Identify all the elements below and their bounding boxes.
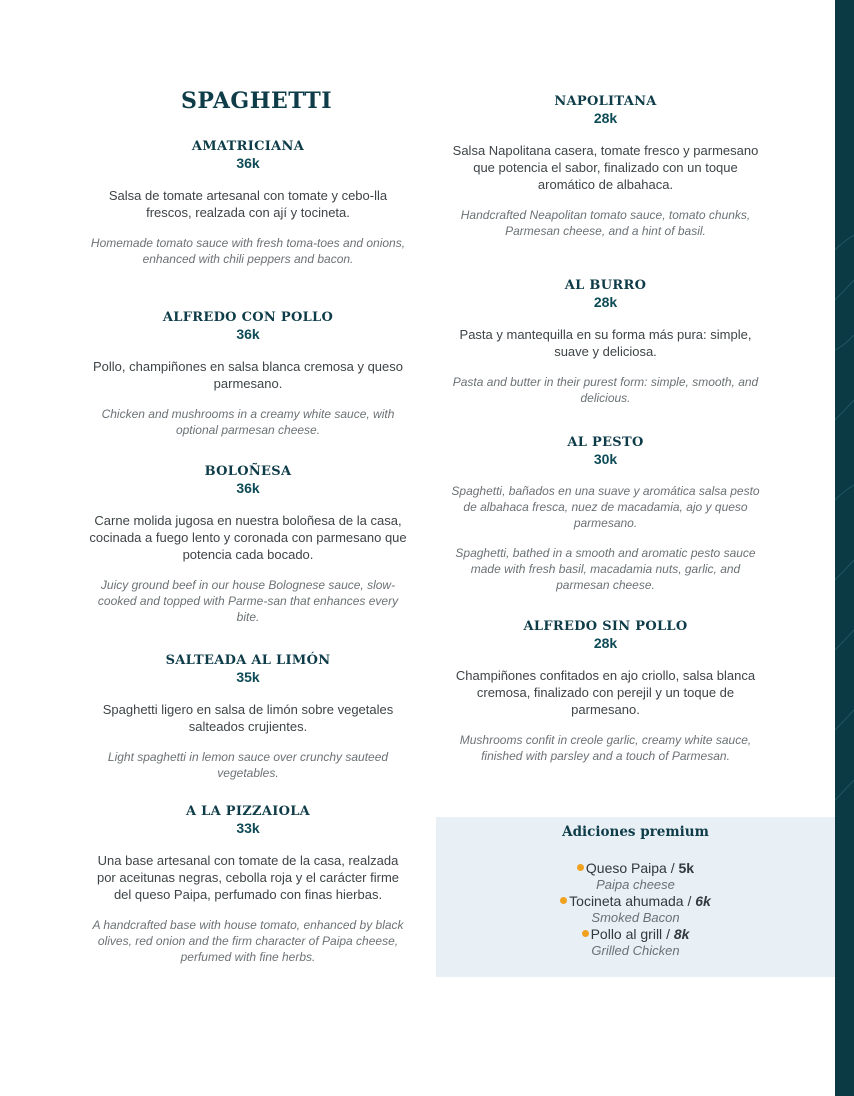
item-description-es: Salsa Napolitana casera, tomate fresco y parmesano que potencia el sabor, finalizado con un toque aromático de albahaca. <box>452 143 759 192</box>
menu-item-a-la-pizzaiola <box>89 803 407 965</box>
item-description-es: Carne molida jugosa en nuestra boloñesa de la casa, cocinada a fuego lento y coronada con parmesano que potencia cada bocado. <box>89 513 407 562</box>
item-name: A LA PIZZAIOLA <box>185 804 311 819</box>
item-description-en: Chicken and mushrooms in a creamy white sauce, with optional parmesan cheese. <box>101 407 395 437</box>
menu-item-alfredo-sin-pollo <box>448 618 763 764</box>
item-name: NAPOLITANA <box>554 94 657 109</box>
item-description-en: Homemade tomato sauce with fresh toma-toes and onions, enhanced with chili peppers and bacon. <box>90 236 406 266</box>
addon-separator: / <box>666 926 670 942</box>
item-price: 28k <box>593 110 618 126</box>
section-title: SPAGHETTI <box>181 88 332 114</box>
addon-item <box>436 926 835 959</box>
item-description-en: Pasta and butter in their purest form: simple, smooth, and delicious. <box>452 375 759 405</box>
item-description-en: Handcrafted Neapolitan tomato sauce, tomato chunks, Parmesan cheese, and a hint of basil. <box>460 208 751 238</box>
addon-name: Tocineta ahumada <box>569 893 684 909</box>
item-description-en: Light spaghetti in lemon sauce over crunchy sauteed vegetables. <box>107 750 389 780</box>
item-price: 28k <box>593 635 618 651</box>
menu-item-salteada-al-limon <box>89 652 407 781</box>
addons-title: Adiciones premium <box>562 824 709 840</box>
item-description-es: Spaghetti ligero en salsa de limón sobre vegetales salteados crujientes. <box>102 702 394 734</box>
bullet-dot-icon <box>577 864 584 871</box>
item-name: ALFREDO CON POLLO <box>162 310 334 325</box>
addon-name-en: Grilled Chicken <box>591 943 680 958</box>
item-price: 35k <box>236 669 260 685</box>
item-name: ALFREDO SIN POLLO <box>523 619 688 634</box>
side-decorative-bar <box>835 0 854 1096</box>
item-description-en: Spaghetti, bathed in a smooth and aromatic pesto sauce made with fresh basil, macadamia nuts, garlic, and parmesan cheese. <box>455 546 756 592</box>
addon-price: 8k <box>673 926 690 942</box>
addon-name-en: Paipa cheese <box>596 877 675 892</box>
item-price: 28k <box>593 294 618 310</box>
addons-list <box>436 860 835 959</box>
item-price: 30k <box>593 451 618 467</box>
addon-separator: / <box>687 893 692 909</box>
addon-separator: / <box>670 860 675 876</box>
addon-item <box>436 860 835 893</box>
menu-item-amatriciana <box>89 138 407 267</box>
bullet-dot-icon <box>560 897 567 904</box>
item-description-en: Juicy ground beef in our house Bolognese sauce, slow-cooked and topped with Parme-san that enhances every bite. <box>97 578 399 624</box>
menu-item-bolonesa <box>89 463 407 625</box>
item-description-en: Mushrooms confit in creole garlic, creamy white sauce, finished with parsley and a touch of Parmesan. <box>459 733 752 763</box>
bullet-dot-icon <box>582 930 589 937</box>
addon-name: Pollo al grill <box>590 926 663 942</box>
item-description-es: Spaghetti, bañados en una suave y aromática salsa pesto de albahaca fresca, nuez de macadamia, ajo y queso parmesano. <box>451 484 760 530</box>
menu-item-al-burro <box>448 277 763 406</box>
addon-price: 6k <box>695 893 711 909</box>
premium-addons-box <box>436 817 835 977</box>
item-description-es: Champiñones confitados en ajo criollo, salsa blanca cremosa, finalizado con perejil y un toque de parmesano. <box>455 668 756 717</box>
item-name: BOLOÑESA <box>204 464 292 479</box>
item-description-es: Una base artesanal con tomate de la casa, realzada por aceitunas negras, cebolla roja y el carácter firme del queso Paipa, perfumado con finas hierbas. <box>96 853 400 902</box>
addon-name: Queso Paipa <box>585 860 667 876</box>
item-name: AL PESTO <box>567 435 644 450</box>
menu-item-alfredo-con-pollo <box>89 309 407 438</box>
item-price: 36k <box>236 480 260 496</box>
item-name: AL BURRO <box>564 278 647 293</box>
item-description-es: Pollo, champiñones en salsa blanca cremosa y queso parmesano. <box>92 359 403 391</box>
item-price: 36k <box>236 326 260 342</box>
item-description-es: Salsa de tomate artesanal con tomate y cebo-lla frescos, realzada con ají y tocineta. <box>108 188 388 220</box>
menu-item-napolitana <box>448 93 763 239</box>
item-name: SALTEADA AL LIMÓN <box>165 653 331 668</box>
item-name: AMATRICIANA <box>191 139 305 154</box>
item-price: 36k <box>236 155 260 171</box>
item-description-en: A handcrafted base with house tomato, enhanced by black olives, red onion and the firm character of Paipa cheese, perfumed with fine herbs. <box>92 918 404 964</box>
addon-item <box>436 893 835 926</box>
menu-item-al-pesto <box>448 434 763 593</box>
item-description-es: Pasta y mantequilla en su forma más pura: simple, suave y deliciosa. <box>459 327 752 359</box>
wave-pattern-icon <box>835 0 854 1096</box>
addon-price: 5k <box>678 860 695 876</box>
item-price: 33k <box>236 820 260 836</box>
addon-name-en: Smoked Bacon <box>591 910 680 925</box>
